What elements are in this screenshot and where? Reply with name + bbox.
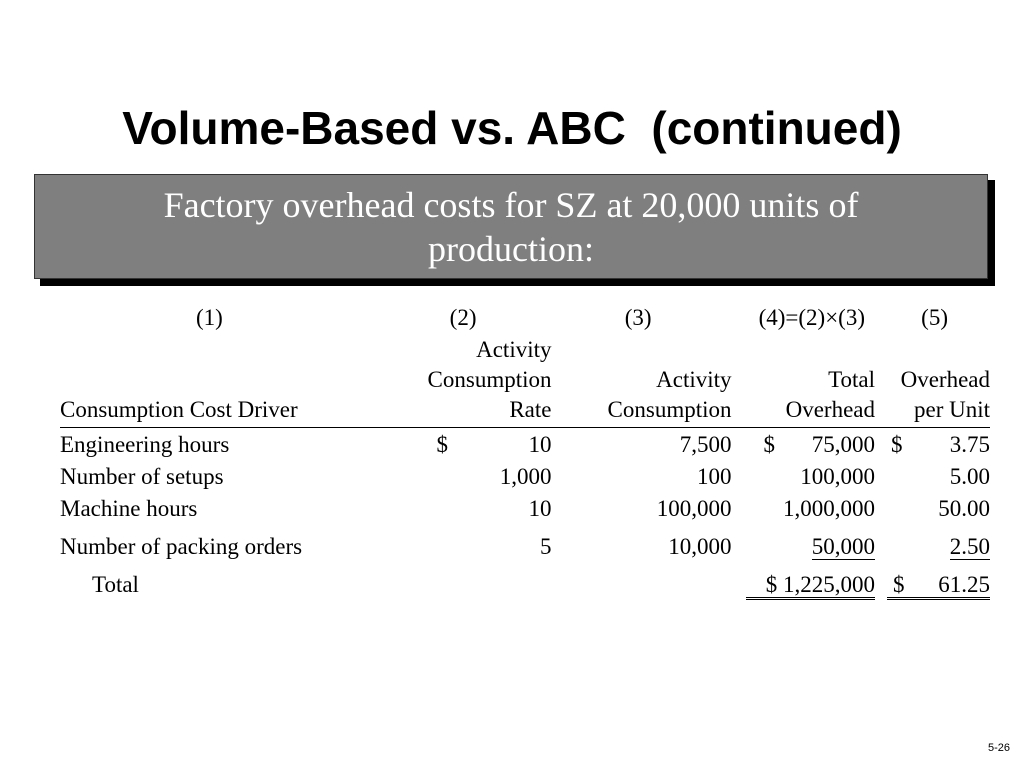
header-total xyxy=(732,335,875,428)
grand-unit-value: 61.25 xyxy=(938,572,990,597)
total-label: Total xyxy=(92,572,139,597)
column-number-5: (5) xyxy=(921,305,948,330)
row-unit xyxy=(875,530,990,562)
row-driver: Machine hours xyxy=(60,496,198,521)
row-rate xyxy=(376,428,551,461)
grand-total xyxy=(732,568,875,600)
unit-value: 3.75 xyxy=(949,432,990,457)
row-unit xyxy=(875,428,990,461)
grand-unit-dollar-sign: $ xyxy=(893,572,905,597)
header-rate-line1: Activity xyxy=(476,337,552,362)
total-value-underlined: 50,000 xyxy=(811,534,875,559)
row-total xyxy=(732,530,875,562)
header-unit xyxy=(875,335,990,428)
row-consumption: 7,500 xyxy=(679,432,732,457)
header-unit-line2: per Unit xyxy=(913,397,990,422)
header-consumption xyxy=(552,335,732,428)
row-driver: Engineering hours xyxy=(60,432,230,457)
row-consumption: 100 xyxy=(697,464,732,489)
row-driver: Number of packing orders xyxy=(60,534,303,559)
row-driver: Number of setups xyxy=(60,464,224,489)
table-row xyxy=(60,492,990,524)
row-rate: 10 xyxy=(528,496,552,521)
column-number-row xyxy=(60,303,990,335)
header-rate xyxy=(376,335,551,428)
header-consumption-line1: Activity xyxy=(656,367,732,392)
row-total: 1,000,000 xyxy=(783,496,875,521)
banner xyxy=(34,174,988,279)
column-number-4: (4)=(2)×(3) xyxy=(758,305,865,330)
page-number: 5-26 xyxy=(987,742,1010,754)
header-consumption-line2: Consumption xyxy=(607,397,732,422)
header-row xyxy=(60,335,990,428)
header-rate-line3: Rate xyxy=(509,397,552,422)
header-total-line1: Total xyxy=(828,367,875,392)
header-total-line2: Overhead xyxy=(785,397,875,422)
total-value: 75,000 xyxy=(811,432,875,457)
header-unit-line1: Overhead xyxy=(900,367,990,392)
column-number-1: (1) xyxy=(196,305,223,330)
row-total: 100,000 xyxy=(800,464,875,489)
row-total xyxy=(732,428,875,461)
rate-value: 10 xyxy=(528,432,552,457)
grand-total-per-unit xyxy=(875,568,990,600)
overhead-table xyxy=(60,303,990,600)
row-consumption: 100,000 xyxy=(656,496,732,521)
row-rate: 1,000 xyxy=(499,464,552,489)
table-row xyxy=(60,460,990,492)
total-rate-empty xyxy=(376,568,551,600)
grand-total-value: $ 1,225,000 xyxy=(765,572,875,597)
row-rate: 5 xyxy=(540,534,552,559)
table-row xyxy=(60,428,990,461)
column-number-2: (2) xyxy=(449,305,477,330)
banner-text: Factory overhead costs for SZ at 20,000 units of production: xyxy=(163,184,859,269)
unit-value-underlined: 2.50 xyxy=(949,534,990,559)
header-driver: Consumption Cost Driver xyxy=(60,335,376,428)
header-rate-line2: Consumption xyxy=(427,367,552,392)
row-consumption: 10,000 xyxy=(668,534,732,559)
total-dollar-sign: $ xyxy=(763,432,776,457)
table-row xyxy=(60,530,990,562)
row-unit: 50.00 xyxy=(938,496,990,521)
column-number-3: (3) xyxy=(624,305,652,330)
total-consumption-empty xyxy=(552,568,732,600)
row-unit: 5.00 xyxy=(949,464,990,489)
slide-title: Volume-Based vs. ABC (continued) xyxy=(122,102,902,154)
unit-dollar-sign: $ xyxy=(891,432,903,457)
total-row xyxy=(60,568,990,600)
rate-dollar-sign: $ xyxy=(436,432,448,457)
